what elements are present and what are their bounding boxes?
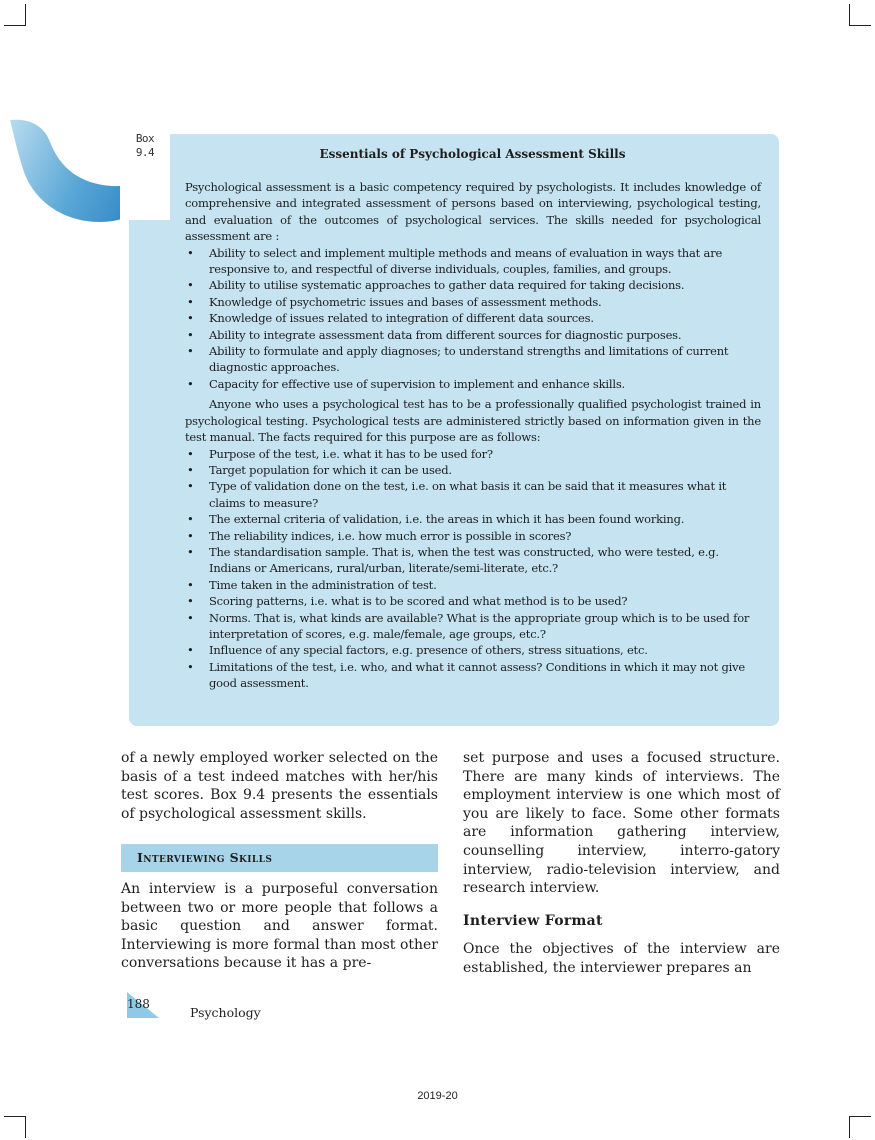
box-label-word: Box — [135, 132, 155, 145]
body-paragraph: set purpose and uses a focused structure. There are many kinds of interviews. The employment interview is one which most of you are likely to face. Some other formats are information gathering interview, counselling interview, interro-gatory interview, radio-television interview, and research interview. — [463, 750, 780, 897]
crop-mark-bottom-left-v — [25, 1116, 26, 1138]
list-item: • Ability to select and implement multiple methods and means of evaluation in ways that are responsive to, and respectful of diverse individuals, couples, families, and groups. — [185, 245, 761, 278]
box-title: Essentials of Psychological Assessment Skills — [319, 147, 626, 161]
facts-list — [185, 446, 761, 692]
left-column-paragraph-2: An interview is a purposeful conversation between two or more people that follows a basic question and answer format. Interviewing is more formal than most other conversations because it has a pre- — [121, 881, 438, 972]
footer-year: 2019-20 — [417, 1090, 458, 1102]
list-item: • Norms. That is, what kinds are available? What is the appropriate group which is to be used for interpretation of scores, e.g. male/female, age groups, etc.? — [185, 610, 761, 643]
box-number-label — [120, 128, 170, 220]
list-item: • Ability to formulate and apply diagnoses; to understand strengths and limitations of current diagnostic approaches. — [185, 343, 761, 376]
list-item: • Ability to utilise systematic approaches to gather data required for taking decisions. — [185, 277, 761, 293]
crop-mark-bottom-right-h — [849, 1116, 871, 1117]
list-item: • Time taken in the administration of test. — [185, 577, 761, 593]
list-item: • Capacity for effective use of supervision to implement and enhance skills. — [185, 376, 761, 392]
crop-mark-top-left-h — [4, 25, 26, 26]
box-body — [185, 179, 761, 692]
list-item: • Type of validation done on the test, i.e. on what basis it can be said that it measures what it claims to measure? — [185, 478, 761, 511]
list-item: • Influence of any special factors, e.g. presence of others, stress situations, etc. — [185, 642, 761, 658]
crop-mark-top-left-v — [25, 4, 26, 26]
list-item: • Purpose of the test, i.e. what it has to be used for? — [185, 446, 761, 462]
list-item: • Limitations of the test, i.e. who, and what it cannot assess? Conditions in which it may not give good assessment. — [185, 659, 761, 692]
right-column-paragraph-2: Once the objectives of the interview are established, the interviewer prepares an — [463, 941, 780, 976]
list-item: • The external criteria of validation, i.e. the areas in which it has been found working. — [185, 511, 761, 527]
list-item: • Scoring patterns, i.e. what is to be scored and what method is to be used? — [185, 593, 761, 609]
list-item: • Ability to integrate assessment data from different sources for diagnostic purposes. — [185, 327, 761, 343]
left-column-paragraph-1 — [121, 749, 438, 823]
footer-subject: Psychology — [190, 1005, 261, 1020]
right-column-paragraph-1 — [463, 749, 780, 898]
box-intro-paragraph: Psychological assessment is a basic competency required by psychologists. It includes knowledge of comprehensive and integrated assessment of persons based on interviewing, psychological testing, and evaluation of the outcomes of psychological services. The skills needed for psychological assessment are : — [185, 180, 761, 244]
subheading: Interview Format — [463, 913, 603, 929]
crop-mark-bottom-right-v — [849, 1116, 850, 1138]
crop-mark-top-right-v — [849, 4, 850, 26]
body-paragraph: of a newly employed worker selected on the basis of a test indeed matches with her/his test scores. Box 9.4 presents the essentials of psychological assessment skills. — [121, 750, 438, 822]
crop-mark-top-right-h — [849, 25, 871, 26]
page-number: 188 — [127, 997, 150, 1011]
list-item: • Knowledge of psychometric issues and bases of assessment methods. — [185, 294, 761, 310]
list-item: • The standardisation sample. That is, when the test was constructed, who were tested, e.g. Indians or Americans, rural/urban, literate/semi-literate, etc.? — [185, 544, 761, 577]
crop-mark-bottom-left-h — [4, 1116, 26, 1117]
section-title: Interviewing Skills — [137, 850, 273, 865]
box-label-number: 9.4 — [135, 146, 155, 159]
list-item: • The reliability indices, i.e. how much error is possible in scores? — [185, 528, 761, 544]
skills-list — [185, 245, 761, 393]
list-item: • Knowledge of issues related to integration of different data sources. — [185, 310, 761, 326]
list-item: • Target population for which it can be used. — [185, 462, 761, 478]
box-second-paragraph: Anyone who uses a psychological test has to be a professionally qualified psychologist trained in psychological testing. Psychological tests are administered strictly based on information given in the test manual. The facts required for this purpose are as follows: — [185, 397, 761, 445]
